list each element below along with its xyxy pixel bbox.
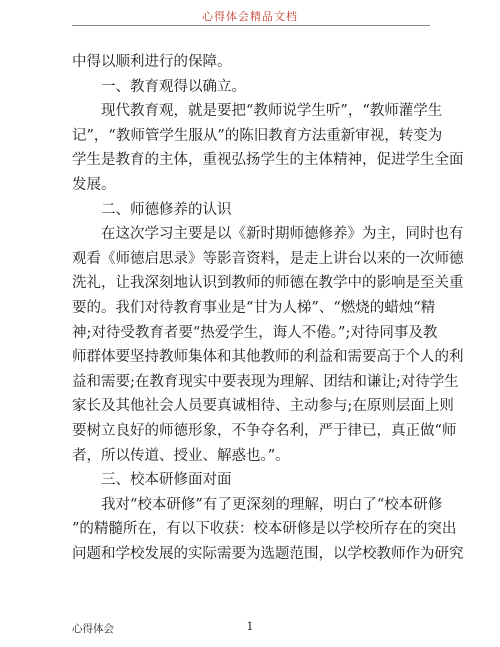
- section-heading-1: 一、教育观得以确立。: [101, 78, 246, 95]
- section-heading-3: 三、校本研修面对面: [101, 472, 232, 489]
- header-title: 心得体会精品文档: [202, 10, 298, 23]
- text-line: 要的。我们对待教育事业是“甘为人梯”、“燃烧的蜡烛“精: [72, 299, 436, 316]
- header-divider: [72, 25, 430, 26]
- text-line: 益和需要;在教育现实中要表现为理解、团结和谦让;对待学生: [72, 373, 459, 390]
- text-line: ”的精髓所在，有以下收获：校本研修是以学校所存在的突出: [72, 521, 457, 538]
- text-line: 要树立良好的师德形象，不争夺名利，严于律已，真正做“师: [72, 422, 457, 439]
- text-line: 在这次学习主要是以《新时期师德修养》为主，同时也有: [101, 226, 464, 243]
- text-line: 发展。: [72, 176, 116, 193]
- text-line: 中得以顺利进行的保障。: [72, 54, 232, 70]
- footer-label: 心得体会: [72, 623, 114, 635]
- section-heading-2: 二、师德修养的认识: [101, 201, 232, 218]
- text-line: 神;对待受教育者要“热爱学生，诲人不倦。”;对待同事及教: [72, 324, 438, 341]
- text-line: 现代教育观，就是要把“教师说学生听”，“教师灌学生: [101, 103, 443, 120]
- text-line: 记”，“教师管学生服从”的陈旧教育方法重新审视，转变为: [72, 127, 443, 144]
- text-line: 学生是教育的主体，重视弘扬学生的主体精神，促进学生全面: [72, 152, 464, 169]
- document-body: [72, 50, 464, 566]
- text-line: 家长及其他社会人员要真诚相待、主动参与;在原则层面上则: [72, 398, 454, 415]
- text-line: 问题和学校发展的实际需要为选题范围，以学校教师作为研究: [72, 545, 464, 562]
- text-line: 洗礼，让我深刻地认识到教师的师德在教学中的影响是至关重: [72, 275, 464, 292]
- page-number: 1: [246, 620, 254, 633]
- text-line: 者，所以传道、授业、解惑也。”。: [72, 447, 290, 464]
- text-line: 观看《师德启思录》等影音资料，是走上讲台以来的一次师德: [72, 250, 464, 267]
- text-line: 我对“校本研修”有了更深刻的理解，明白了“校本研修: [101, 496, 443, 513]
- text-line: 师群体要坚持教师集体和其他教师的利益和需要高于个人的利: [72, 349, 464, 366]
